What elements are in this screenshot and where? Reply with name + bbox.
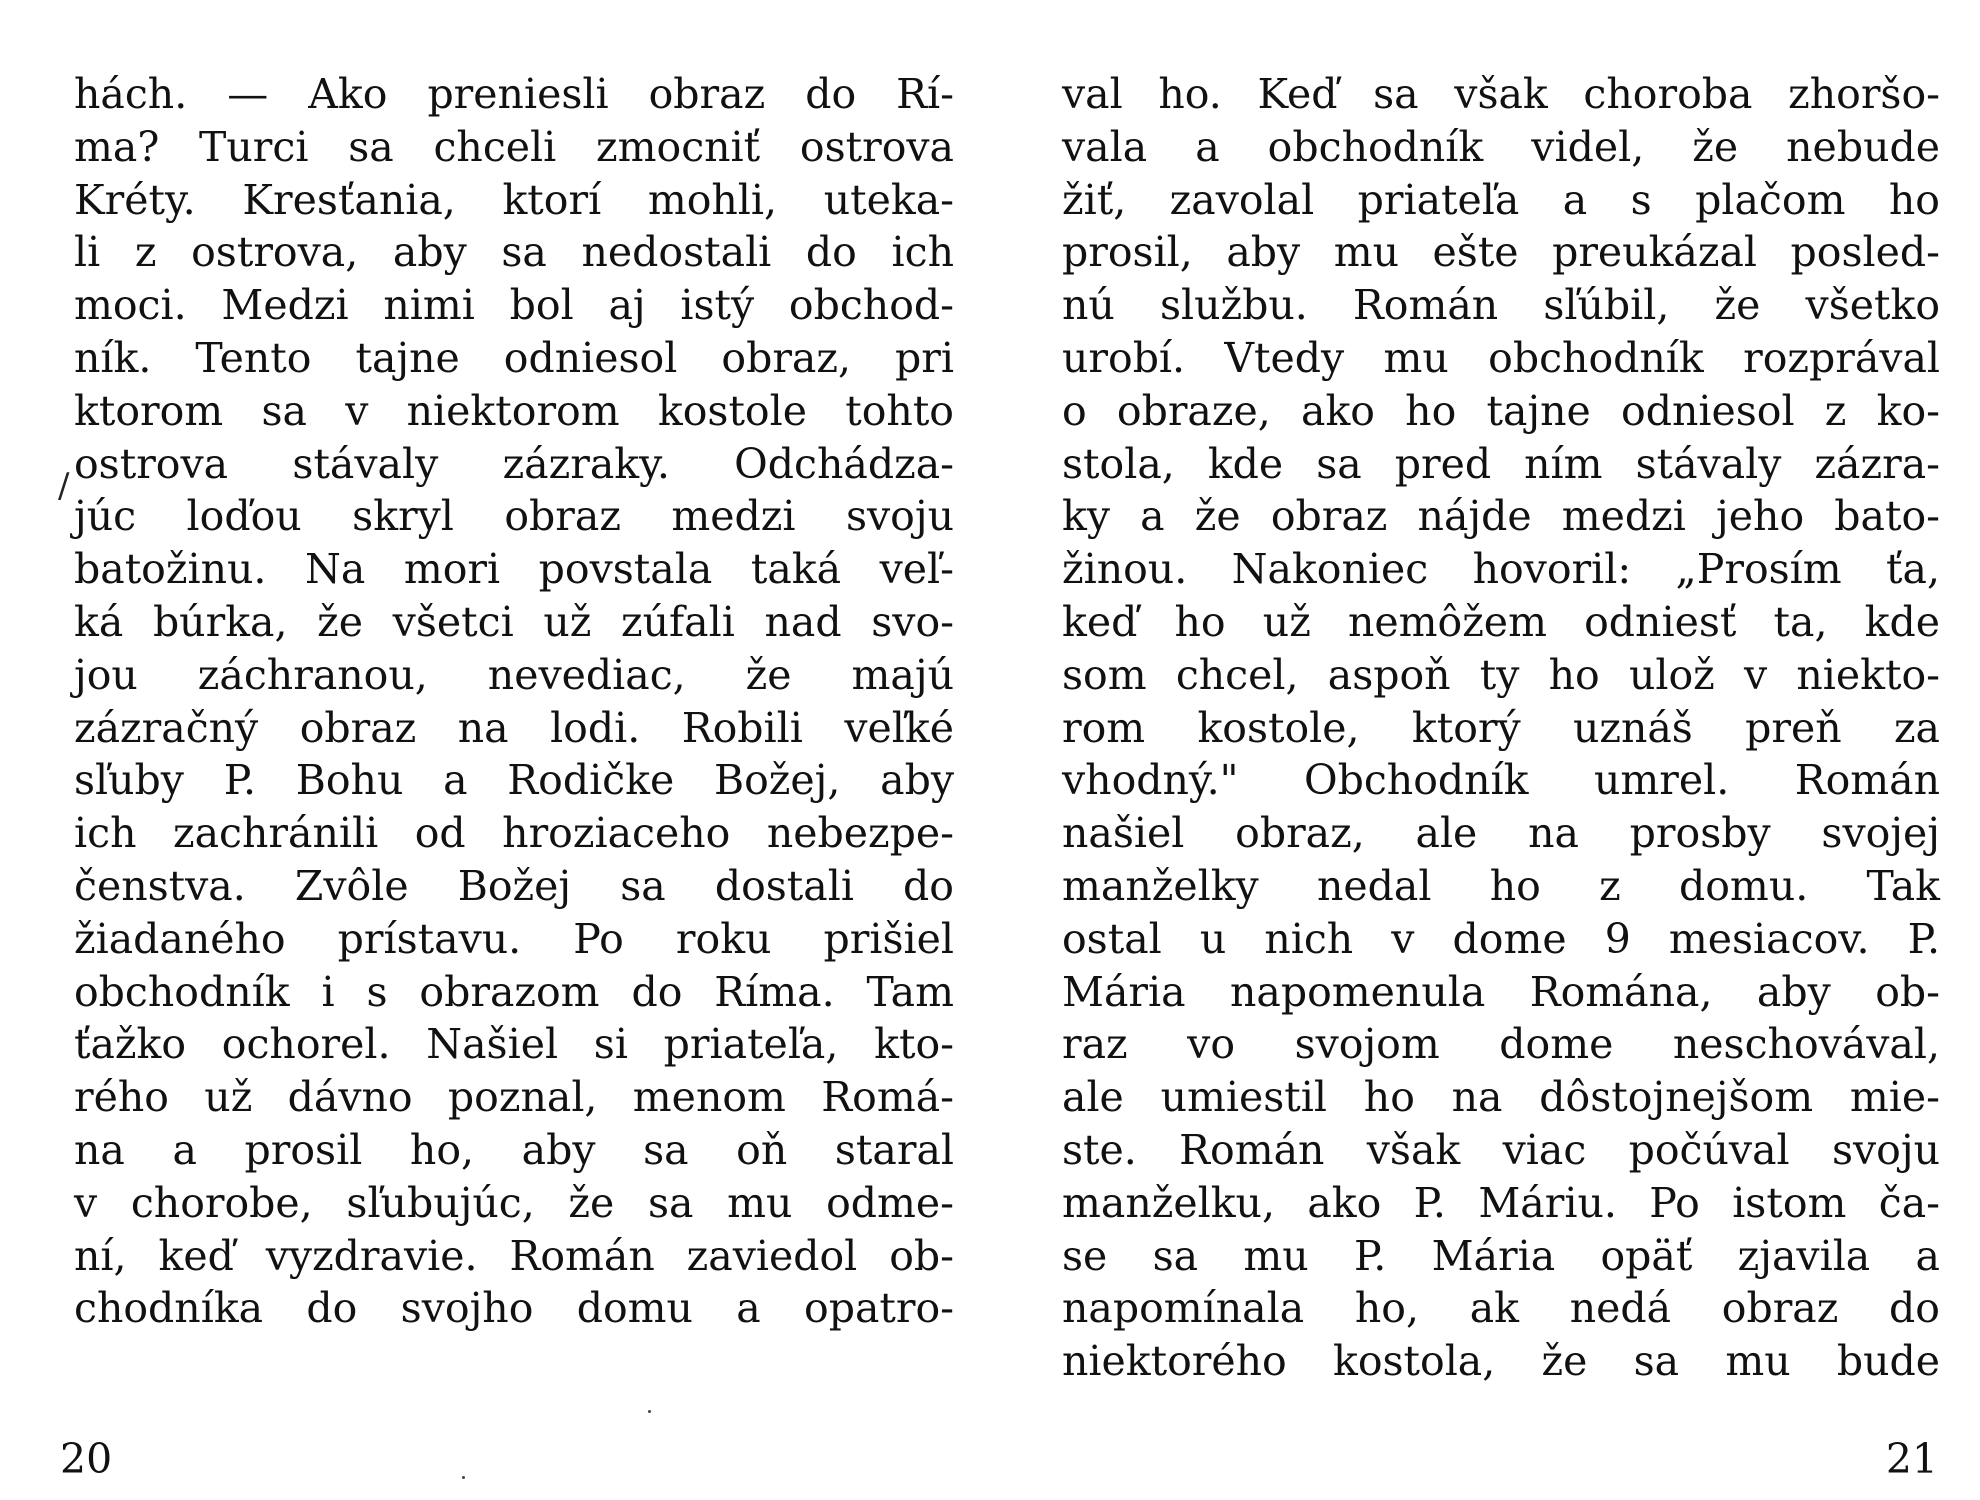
text-line: ich zachránili od hroziaceho nebezpe- <box>74 809 954 858</box>
text-line: ník. Tento tajne odniesol obraz, pri <box>74 333 954 382</box>
text-line: žiadaného prístavu. Po roku prišiel <box>74 914 954 963</box>
text-line: čenstva. Zvôle Božej sa dostali do <box>74 861 954 910</box>
text-line: hách. — Ako preniesli obraz do Rí- <box>74 70 954 118</box>
text-line: manželky nedal ho z domu. Tak <box>1062 861 1940 910</box>
text-line: ktorom sa v niektorom kostole tohto <box>74 386 954 435</box>
text-line: žinou. Nakoniec hovoril: „Prosím ťa, <box>1062 545 1940 594</box>
text-line: o obraze, ako ho tajne odniesol z ko- <box>1062 386 1940 435</box>
text-line: vhodný." Obchodník umrel. Román <box>1062 756 1940 805</box>
text-line: prosil, aby mu ešte preukázal posled- <box>1062 228 1940 277</box>
text-line: urobí. Vtedy mu obchodník rozprával <box>1062 333 1940 382</box>
text-line: stola, kde sa pred ním stávaly zázra- <box>1062 439 1940 488</box>
text-line: raz vo svojom dome neschovával, <box>1062 1020 1940 1069</box>
left-text-column <box>74 68 954 1335</box>
text-line: moci. Medzi nimi bol aj istý obchod- <box>74 281 954 330</box>
text-line: ostal u nich v dome 9 mesiacov. P. <box>1062 914 1940 963</box>
text-line: batožinu. Na mori povstala taká veľ- <box>74 545 954 594</box>
text-line: našiel obraz, ale na prosby svojej <box>1062 809 1940 858</box>
margin-pencil-mark: / <box>58 466 70 506</box>
text-line: ma? Turci sa chceli zmocniť ostrova <box>74 122 954 171</box>
text-line: Mária napomenula Romána, aby ob- <box>1062 967 1940 1016</box>
text-line: rého už dávno poznal, menom Romá- <box>74 1073 954 1122</box>
text-line: som chcel, aspoň ty ho ulož v niekto- <box>1062 650 1940 699</box>
text-line: rom kostole, ktorý uznáš preň za <box>1062 703 1940 752</box>
text-line: zázračný obraz na lodi. Robili veľké <box>74 703 954 752</box>
text-line: ky a že obraz nájde medzi jeho bato- <box>1062 492 1940 541</box>
text-line: sľuby P. Bohu a Rodičke Božej, aby <box>74 756 954 805</box>
text-line: ale umiestil ho na dôstojnejšom mie- <box>1062 1073 1940 1122</box>
text-line: keď ho už nemôžem odniesť ta, kde <box>1062 597 1940 646</box>
text-line: ťažko ochorel. Našiel si priateľa, kto- <box>74 1020 954 1069</box>
text-line: nú službu. Román sľúbil, že všetko <box>1062 281 1940 330</box>
scan-speck <box>648 1410 651 1413</box>
right-page <box>990 0 1980 1500</box>
page-number-left: 20 <box>60 1435 113 1483</box>
text-line: se sa mu P. Mária opäť zjavila a <box>1062 1231 1940 1280</box>
text-line: v chorobe, sľubujúc, že sa mu odme- <box>74 1178 954 1227</box>
right-text-column <box>1062 68 1940 1388</box>
text-line: ste. Román však viac počúval svoju <box>1062 1125 1940 1174</box>
text-line: val ho. Keď sa však choroba zhoršo- <box>1062 70 1940 118</box>
text-line: li z ostrova, aby sa nedostali do ich <box>74 228 954 277</box>
text-line: jou záchranou, nevediac, že majú <box>74 650 954 699</box>
text-line: chodníka do svojho domu a opatro- <box>74 1284 954 1333</box>
text-line: niektorého kostola, že sa mu bude <box>1062 1337 1940 1386</box>
text-line: júc loďou skryl obraz medzi svoju <box>74 492 954 541</box>
text-line: ní, keď vyzdravie. Román zaviedol ob- <box>74 1231 954 1280</box>
text-line: Kréty. Kresťania, ktorí mohli, uteka- <box>74 175 954 224</box>
text-line: ká búrka, že všetci už zúfali nad svo- <box>74 597 954 646</box>
text-line: obchodník i s obrazom do Ríma. Tam <box>74 967 954 1016</box>
text-line: manželku, ako P. Máriu. Po istom ča- <box>1062 1178 1940 1227</box>
page-number-right: 21 <box>1885 1435 1938 1483</box>
text-line: vala a obchodník videl, že nebude <box>1062 122 1940 171</box>
scan-speck <box>462 1476 465 1479</box>
text-line: na a prosil ho, aby sa oň staral <box>74 1125 954 1174</box>
text-line: napomínala ho, ak nedá obraz do <box>1062 1284 1940 1333</box>
text-line: ostrova stávaly zázraky. Odchádza- <box>74 439 954 488</box>
text-line: žiť, zavolal priateľa a s plačom ho <box>1062 175 1940 224</box>
